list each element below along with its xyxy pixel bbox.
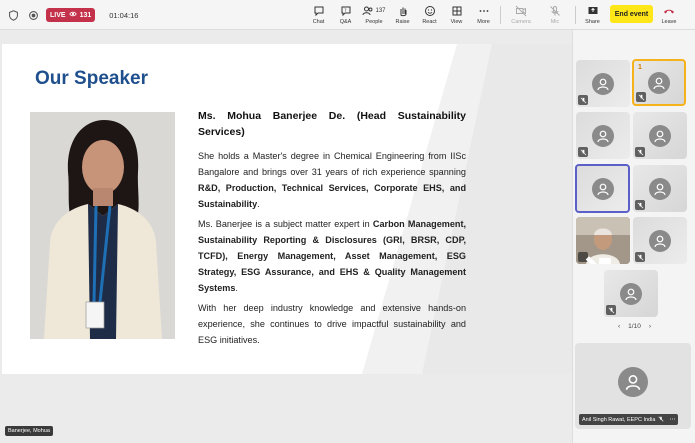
viewer-count: 131 bbox=[79, 11, 92, 19]
participant-name-bar bbox=[579, 414, 678, 425]
mic-off-icon bbox=[635, 200, 645, 210]
mic-button[interactable] bbox=[538, 0, 572, 30]
person-avatar-icon bbox=[649, 125, 671, 147]
gallery-pager bbox=[573, 323, 695, 330]
share-label: Share bbox=[585, 19, 600, 25]
prev-page-button[interactable]: ‹ bbox=[618, 323, 621, 330]
chat-icon bbox=[313, 5, 325, 17]
live-label: LIVE bbox=[50, 11, 66, 19]
phone-hangup-icon bbox=[663, 5, 675, 17]
view-button[interactable] bbox=[443, 0, 470, 30]
chat-button[interactable] bbox=[305, 0, 332, 30]
person-avatar-icon bbox=[618, 367, 648, 397]
person-avatar-icon bbox=[649, 178, 671, 200]
svg-text:?: ? bbox=[343, 8, 347, 14]
grid-icon bbox=[451, 5, 463, 17]
toolbar-divider bbox=[500, 6, 501, 24]
mic-off-icon bbox=[658, 416, 664, 424]
participant-tile[interactable] bbox=[576, 112, 630, 159]
raised-hand-count: 1 bbox=[638, 64, 642, 71]
share-button[interactable] bbox=[579, 0, 606, 30]
participant-more-icon[interactable]: ⋯ bbox=[669, 417, 676, 423]
meeting-status bbox=[6, 7, 138, 23]
mic-off-icon bbox=[578, 95, 588, 105]
mic-off-icon bbox=[606, 305, 616, 315]
qa-label: Q&A bbox=[339, 19, 352, 25]
smiley-icon bbox=[424, 5, 436, 17]
meeting-timer: 01:04:16 bbox=[109, 10, 139, 20]
viewers-icon bbox=[69, 10, 77, 20]
speaker-bio bbox=[198, 108, 466, 352]
camera-button[interactable] bbox=[504, 0, 538, 30]
camera-off-icon bbox=[515, 5, 527, 17]
live-badge[interactable] bbox=[46, 8, 95, 22]
participant-video-tile[interactable] bbox=[576, 217, 630, 264]
view-label: View bbox=[450, 19, 463, 25]
bio-p2-bold: Carbon Management, Sustainability Reporting & Disclosures (GRI, BRSR, CDP, TCFD), Energy Management, Asset Management, ESG Strategy, ESG Assurance, and EHS & Quality Management Systems bbox=[198, 219, 467, 293]
person-avatar-icon bbox=[592, 73, 614, 95]
meeting-toolbar bbox=[0, 0, 695, 30]
toolbar-divider bbox=[575, 6, 576, 24]
chat-label: Chat bbox=[312, 19, 325, 25]
share-icon bbox=[587, 5, 599, 17]
bio-paragraph-2 bbox=[198, 216, 466, 296]
mic-label: Mic bbox=[550, 19, 560, 25]
person-avatar-icon bbox=[649, 230, 671, 252]
speaker-heading: Ms. Mohua Banerjee De. (Head Sustainability Services) bbox=[198, 110, 466, 138]
participant-tile[interactable] bbox=[633, 217, 687, 264]
next-page-button[interactable]: › bbox=[648, 323, 651, 330]
mic-off-icon bbox=[578, 252, 588, 262]
bio-p1-end: . bbox=[257, 199, 260, 209]
record-icon[interactable] bbox=[26, 8, 40, 22]
participant-tile[interactable] bbox=[633, 112, 687, 159]
mic-off-icon bbox=[578, 147, 588, 157]
bio-paragraph-1 bbox=[198, 148, 466, 212]
participant-tile-hand-raised[interactable] bbox=[632, 59, 686, 106]
camera-label: Camera bbox=[511, 19, 531, 25]
toolbar-actions bbox=[305, 0, 606, 30]
people-count: 137 bbox=[375, 8, 386, 14]
leave-button[interactable] bbox=[658, 0, 680, 30]
person-avatar-icon bbox=[592, 125, 614, 147]
person-avatar-icon bbox=[648, 72, 670, 94]
mic-off-icon bbox=[635, 147, 645, 157]
people-top bbox=[362, 5, 385, 17]
mic-off-icon bbox=[636, 92, 646, 102]
participant-tile[interactable] bbox=[604, 270, 658, 317]
qa-icon bbox=[340, 5, 352, 17]
participant-gallery bbox=[572, 30, 695, 443]
page-indicator: 1/10 bbox=[628, 323, 641, 330]
bio-p2-text: Ms. Banerjee is a subject matter expert in bbox=[198, 219, 373, 229]
raise-hand-button[interactable] bbox=[389, 0, 416, 30]
bio-p1-text: She holds a Master's degree in Chemical Engineering from IISc Bangalore and brings over 31 years of rich experience spanning bbox=[198, 151, 466, 177]
bio-paragraph-3: With her deep industry knowledge and extensive hands-on experience, she continues to drive impactful sustainability and ESG initiatives. bbox=[198, 303, 466, 345]
people-button[interactable] bbox=[359, 0, 389, 30]
shield-icon[interactable] bbox=[6, 8, 20, 22]
qa-button[interactable] bbox=[332, 0, 359, 30]
end-event-button[interactable]: End event bbox=[610, 5, 653, 23]
person-avatar-icon bbox=[592, 178, 614, 200]
mic-off-icon bbox=[549, 5, 561, 17]
react-label: React bbox=[422, 19, 437, 25]
participant-tile[interactable] bbox=[576, 60, 630, 107]
participant-name: Anil Singh Rawat, EEPC India bbox=[582, 416, 656, 423]
participant-tile[interactable] bbox=[633, 165, 687, 212]
bio-p1-bold: R&D, Production, Technical Services, Corporate EHS, and Sustainability bbox=[198, 183, 466, 209]
hand-icon bbox=[397, 5, 409, 17]
bio-p2-end: . bbox=[235, 283, 238, 293]
more-label: More bbox=[477, 19, 490, 25]
mic-off-icon bbox=[635, 252, 645, 262]
slide-title: Our Speaker bbox=[35, 68, 148, 89]
featured-participant-tile[interactable] bbox=[575, 343, 691, 429]
speaker-photo bbox=[30, 112, 175, 339]
person-avatar-icon bbox=[620, 283, 642, 305]
people-icon bbox=[362, 5, 374, 17]
react-button[interactable] bbox=[416, 0, 443, 30]
more-icon bbox=[478, 5, 490, 17]
shared-slide bbox=[2, 44, 572, 374]
more-button[interactable] bbox=[470, 0, 497, 30]
people-label: People bbox=[365, 19, 383, 25]
participant-tile-selected[interactable] bbox=[575, 164, 630, 213]
raise-label: Raise bbox=[395, 19, 410, 25]
presenter-name-tag: Banerjee, Mohua bbox=[5, 426, 53, 436]
leave-label: Leave bbox=[661, 19, 677, 25]
